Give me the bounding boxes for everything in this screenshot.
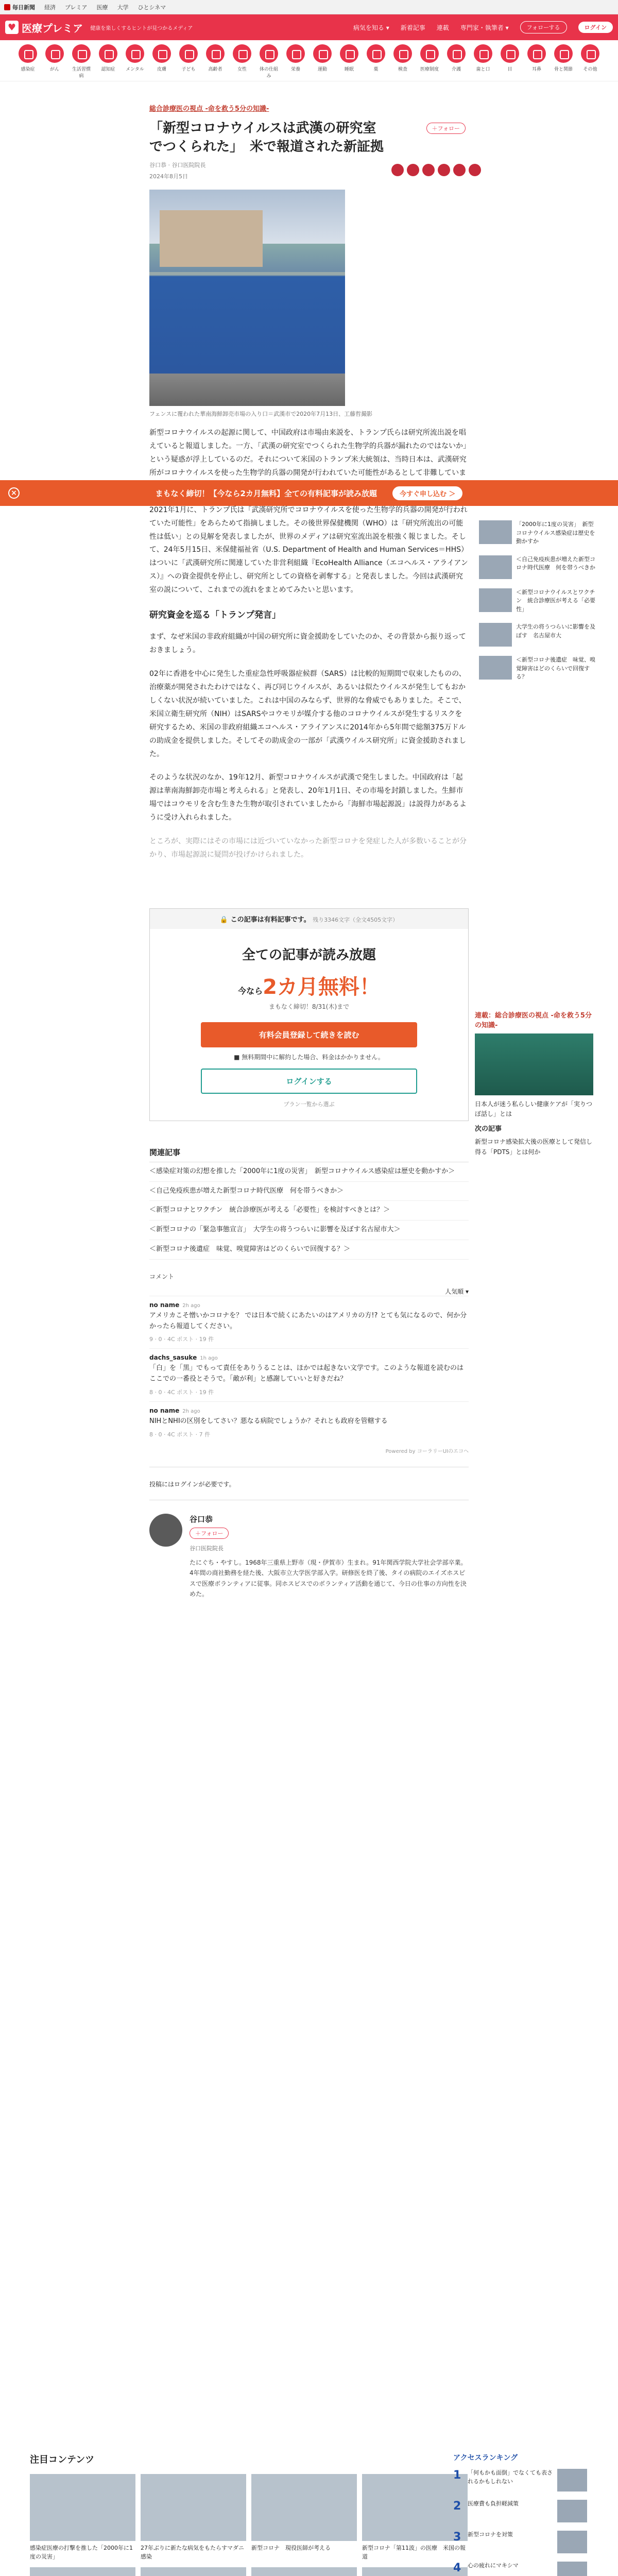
article-main [149,103,469,1599]
category-icon [260,44,278,63]
popular-contents [30,2452,466,2576]
topbar-item[interactable]: ひとシネマ [138,4,166,11]
article-date: 2024年8月5日 [149,173,188,180]
card-title: 新型コロナ 現役医師が考える [251,2545,331,2551]
related-item[interactable]: ＜感染症対策の幻想を推した「2000年に1度の災害」 新型コロナウイルス感染症は歴史を動かすか＞ [149,1162,469,1182]
category-label: 運動 [317,67,327,72]
category-item[interactable] [579,44,602,81]
ranking-title-text: 新型コロナを対策 [468,2531,513,2538]
category-icon [554,44,573,63]
topbar-item[interactable]: 大学 [117,4,129,11]
category-label: 体の仕組み [259,67,278,79]
category-label: 骨と関節 [554,67,573,72]
thumbnail [479,555,512,579]
related-list [149,1162,469,1260]
card-thumbnail [30,2567,135,2576]
popular-card[interactable] [251,2474,357,2561]
category-label: 女性 [237,67,247,72]
ranking-item[interactable] [453,2531,587,2553]
category-label: 高齢者 [208,67,222,72]
close-icon[interactable]: × [8,487,20,499]
card-thumbnail [141,2567,246,2576]
related-item[interactable]: ＜新型コロナとワクチン 統合診療医が考える「必要性」を検討すべきとは？＞ [149,1201,469,1221]
thumbnail [479,520,512,544]
series-follow-button[interactable]: ＋フォロー [426,123,466,134]
next-article-link[interactable]: 新型コロナ感染拡大後の医療として発信し得る「PDTS」とは何か [475,1138,593,1156]
comment-meta[interactable]: 9 · 0 · 4C ポスト · 19 件 [149,1336,214,1343]
top-utility-bar [0,0,618,14]
category-label: 介護 [451,67,461,72]
related-item[interactable]: ＜新型コロナの「緊急事態宣言」 大学生の将うつらいに影響を及ぼす名古屋市大＞ [149,1221,469,1240]
category-icon [420,44,439,63]
comment-item [149,1296,469,1349]
thumbnail [479,656,512,680]
popular-card[interactable] [362,2474,468,2561]
ranking-item[interactable] [453,2500,587,2522]
ranking-item[interactable] [453,2469,587,2492]
category-icon [19,44,37,63]
category-item[interactable] [231,44,253,81]
nav-series[interactable]: 連載 [436,24,449,31]
ranking-item[interactable] [453,2562,587,2576]
comment-item [149,1348,469,1401]
category-label: 睡眠 [344,67,354,72]
category-item[interactable] [16,44,39,81]
category-nav [0,40,618,81]
category-icon [581,44,599,63]
bookmark-icon[interactable] [469,164,481,176]
series-breadcrumb[interactable]: 総合診療医の視点 -命を救う5分の知識- [149,105,269,113]
section-heading: 研究資金を巡る「トランプ発言」 [149,609,281,620]
card-title: 新型コロナ「第11波」の医療 米国の報道 [362,2545,466,2560]
share-line-icon[interactable] [422,164,435,176]
paywall-box [149,908,469,1121]
comments-sort[interactable]: 人気順 ▾ [445,1287,469,1295]
comment-meta[interactable]: 8 · 0 · 4C ポスト · 7 件 [149,1431,211,1438]
paywall-header: 🔒 この記事は有料記事です。 残り3346文字（全文4505文字） [150,909,468,929]
site-logo[interactable]: ♥ 医療プレミア [5,20,83,35]
paragraph: 新型コロナウイルスの起源に関して、中国政府は市場由来説を、トランプ氏らは研究所流出説を唱えていると報道しました。一方、「武漢の研究室でつくられた生物学的兵器が漏れたのではないか」という疑惑が浮上しているのだ。それについて米国のトランプ米大統領は、当時日本は、武漢研究所がコロナウイルスを使った生物学的兵器の開発が行われていた可能性があるとして非難していま [149,429,467,477]
paragraph: そのような状況のなか、19年12月、新型コロナウイルスが武漢で発生しました。中国政府は「起源は華南海鮮卸売市場と考えられる」と発表し、20年1月1日、その市場を封鎖しました。生鮮市場ではコウモリを含む生きた生物が取引されていましたから「海鮮市場起源説」は説得力があるように受け入れられました。 [149,773,467,822]
share-buttons [391,164,481,176]
ranking-title: アクセスランキング [453,2454,518,2462]
category-item[interactable] [418,44,441,81]
series-thumbnail[interactable] [475,1033,593,1095]
photo-caption: フェンスに覆われた華南海鮮卸売市場の入り口＝武漢市で2020年7月13日、工藤哲撮影 [149,410,373,417]
ranking-thumbnail [557,2562,587,2576]
header-login-button[interactable]: ログイン [578,22,613,33]
related-title: 関連記事 [149,1147,469,1162]
header-nav [353,21,613,33]
category-icon [45,44,64,63]
topbar-item[interactable]: 毎日新聞 [4,3,35,11]
side-related-item[interactable]: 「2000年に1度の災害」 新型コロナウイルス感染症は歴史を動かすか [479,520,597,546]
category-item[interactable] [204,44,227,81]
register-button[interactable]: 有料会員登録して続きを読む [201,1022,417,1047]
access-ranking [453,2452,587,2576]
category-item[interactable] [472,44,494,81]
article-byline[interactable]: 谷口恭 · 谷口医院院長 [149,161,206,168]
category-label: メンタル [126,67,144,72]
comment-text: NIHとNHIの区別をしてさい？悪なる病院でしょうか？それとも政府を管轄する [149,1417,388,1425]
login-button[interactable]: ログインする [201,1069,417,1094]
thumbnail [479,623,512,647]
category-label: 耳鼻 [531,67,541,72]
comment-text: アメリカこそ憎いかコロナを？ では日本で続くにあたいのはアメリカの方!? とても気になるので、何か分かったら報道してください。 [149,1311,467,1330]
nav-experts[interactable]: 専門家・執筆者 ▾ [460,23,509,32]
category-icon [152,44,171,63]
paragraph: 02年に香港を中心に発生した重症急性呼吸器症候群（SARS）は比較的短期間で収束したものの、治療薬が開発されたわけではなく、再び同じウイルスが、あるいは似たウイルスが発生してもおかしくない状況が続いていました。これは中国のみならず、世界的な脅威でもありました。そこで、米国立衛生研究所（NIH）はSARSやコウモリが媒介する他のコロナウイルスが発生するリスクを研究するため、米国の非政府組織エコヘルス・アライアンスに2014年から5年間で総額375万ドルの助成金を提供しました。そしてその助成金の一部が「武漢ウイルス研究所」に資金援助されました。 [149,670,467,758]
card-title: 27年ぶりに新たな病気をもたらすマダニ感染 [141,2545,244,2560]
author-bio: たにぐち・やすし。1968年三重県上野市（現・伊賀市）生まれ。91年関西学院大学社会学部卒業。4年間の商社勤務を経た後、大阪市立大学医学部入学。研修医を終了後、タイの病院のエイズホスピスで医療ボランティアに従事。同ホスピスでのボランティア活動を通じて、今日の仕事の方向性を決めた。 [190,1558,467,1598]
side-related-item[interactable]: ＜自己免疫疾患が増えた新型コロナ時代医療 何を帯うべきか [479,555,597,579]
author-profile [149,1500,469,1600]
category-label: 検査 [398,67,407,72]
popular-card[interactable] [30,2474,135,2561]
next-article-title: 次の記事 [475,1125,502,1133]
thumbnail [479,588,512,612]
author-follow-button[interactable]: ＋フォロー [190,1528,229,1539]
popular-card[interactable] [141,2567,246,2576]
topbar-item[interactable]: 経済 [44,4,56,11]
comments-label: コメント [149,1273,175,1280]
category-label: その他 [583,67,597,72]
share-x-icon[interactable] [391,164,404,176]
category-item[interactable] [124,44,146,81]
category-icon [367,44,385,63]
popular-title: 注目コンテンツ [30,2454,95,2465]
author-role: 谷口医院院長 [190,1545,224,1552]
paragraph: 2021年1月に、トランプ氏は「武漢研究所でコロナウイルスを使った生物学的兵器の開発が行われていた可能性」をあらためて指摘しました。その後世界保健機関（WHO）は「研究所流出の可能性は低い」との見解を発表しましたが、世界のメディアは研究室流出説を根強く報じました。そして、24年5月15日、米保健福祉省（U.S. Department of Health and Human Services＝HHS）はついに「武漢研究所に関連していた非営利組織『EcoHealth Alliance（エコヘルス・アライアンス）』への資金提供を停止し、研究所としての資格を剥奪する」と発表しました。今回は武漢研究室の説について、これまでの流れをまとめてみたいと思います。 [149,505,468,595]
category-item[interactable] [365,44,387,81]
category-icon [501,44,519,63]
category-item[interactable] [177,44,200,81]
popular-card[interactable] [251,2567,357,2576]
content-fade [149,862,469,908]
category-item[interactable] [391,44,414,81]
side-related-list [479,520,597,691]
category-label: 栄養 [290,67,300,72]
comment-meta[interactable]: 8 · 0 · 4C ポスト · 19 件 [149,1388,214,1396]
popular-card[interactable] [30,2567,135,2576]
banner-cta-button[interactable]: 今すぐ申し込む ＞ [392,486,463,500]
ranking-thumbnail [557,2531,587,2553]
card-thumbnail [141,2474,246,2541]
ranking-thumbnail [557,2469,587,2492]
category-icon [527,44,546,63]
ranking-title-text: 心の疲れにマキシマ [468,2562,519,2569]
paywall-title: 全ての記事が読み放題 [242,947,376,963]
popular-card[interactable] [362,2567,468,2576]
category-icon [393,44,412,63]
rank-number: 1 [453,2469,461,2482]
topbar-item[interactable]: 医療 [96,4,108,11]
author-name[interactable]: 谷口恭 [190,1514,213,1524]
topbar-item[interactable]: プレミア [65,4,88,11]
right-column [475,1010,593,1161]
banner-text: まもなく締切！【今なら2カ月無料】全ての有料記事が読み放題 [155,488,377,498]
promo-banner[interactable] [0,480,618,506]
share-hatena-icon[interactable] [438,164,450,176]
category-label: 生活習慣病 [72,67,91,79]
category-icon [447,44,466,63]
card-title: 感染症医療の打撃を推した「2000年に1度の災害」 [30,2545,133,2560]
paywall-deadline: まもなく締切！8/31(木)まで [268,1003,350,1010]
category-icon [72,44,91,63]
comment-author: no name 2h ago [149,1406,200,1414]
related-item[interactable]: ＜新型コロナ後遺症 味覚、嗅覚障害はどのくらいで回復する？＞ [149,1240,469,1260]
category-item[interactable] [70,44,93,81]
category-label: 子ども [181,67,196,72]
rank-number: 3 [453,2531,461,2544]
category-item[interactable] [338,44,360,81]
card-thumbnail [362,2474,468,2541]
ranking-title-text: 「何もかも面倒」でなくても表されるかもしれない [468,2469,553,2485]
category-icon [474,44,492,63]
category-label: 歯と口 [476,67,490,72]
side-related-item[interactable]: 大学生の将うつらいに影響を及ぼす 名古屋市大 [479,623,597,647]
site-tagline: 健康を楽しくするヒントが見つかるメディア [90,25,193,31]
category-icon [233,44,251,63]
article-photo [149,190,345,406]
ranking-thumbnail [557,2500,587,2522]
category-icon [206,44,225,63]
category-item[interactable] [552,44,575,81]
rank-number: 2 [453,2500,461,2513]
avatar [149,1514,182,1547]
side-related-item[interactable]: ＜新型コロナ後遺症 味覚、嗅覚障害はどのくらいで回復する？ [479,656,597,682]
header-follow-button[interactable]: フォローする [520,21,567,33]
category-icon [313,44,332,63]
heart-icon: ♥ [5,21,19,34]
ranking-title-text: 医療費も負担軽減策 [468,2500,519,2507]
nav-new[interactable]: 新着記事 [400,24,425,31]
popular-grid [30,2474,466,2576]
paywall-promo: 今なら2カ月無料！ [238,975,380,999]
card-thumbnail [251,2567,357,2576]
site-header [0,14,618,40]
category-label: がん [49,67,59,72]
category-item[interactable] [499,44,521,81]
comment-author: no name 2h ago [149,1301,200,1309]
side-related-item[interactable]: ＜新型コロナウイルスとワクチン 統合診療医が考える「必要性」 [479,588,597,614]
mainichi-logo-icon [4,4,10,10]
article-title: 「新型コロナウイルスは武漢の研究室でつくられた」 米で報道された新証拠 [149,121,384,155]
rank-number: 4 [453,2562,461,2574]
category-item[interactable] [311,44,334,81]
related-item[interactable]: ＜自己免疫疾患が増えた新型コロナ時代医療 何を帯うべきか＞ [149,1182,469,1201]
comment-item [149,1401,469,1444]
category-label: 感染症 [21,67,35,72]
category-icon [126,44,144,63]
plan-list-link[interactable]: プラン一覧から選ぶ [283,1100,335,1108]
comment-author: dachs_sasuke 1h ago [149,1354,218,1362]
category-label: 皮膚 [157,67,166,72]
card-thumbnail [362,2567,468,2576]
category-icon [286,44,305,63]
popular-card[interactable] [141,2474,246,2561]
category-label: 薬 [373,67,379,72]
category-item[interactable] [284,44,307,81]
category-label: 目 [507,67,512,72]
paragraph: まず、なぜ米国の非政府組織が中国の研究所に資金援助をしていたのか、その背景から振り返っておきましょう。 [149,633,466,655]
paywall-note: ■ 無料期間中に解約した場合、料金はかかりません。 [234,1053,384,1061]
category-item[interactable] [445,44,468,81]
share-facebook-icon[interactable] [407,164,419,176]
series-promo-text[interactable]: 日本人が迷う私らしい健康ケアが「実りつぼ話し」とは [475,1100,593,1118]
category-icon [99,44,117,63]
category-item[interactable] [525,44,548,81]
category-icon [340,44,358,63]
share-mail-icon[interactable] [453,164,466,176]
category-label: 認知症 [101,67,115,72]
category-label: 医療制度 [420,67,439,72]
comments-powered-by: Powered by コーラリーUIのエコヘ [385,1448,469,1454]
nav-diseases[interactable]: 病気を知る ▾ [353,23,389,32]
comment-text: 「白」を「黒」でもって責任をありうることは、ほかでは起きない文学です。このような報道を読むのはここでの一番役とそうで。「敵が利」と感謝していいと好きだね？ [149,1364,464,1383]
category-item[interactable] [150,44,173,81]
category-icon [179,44,198,63]
series-promo-title[interactable]: 連載：総合診療医の視点 -命を救う5分の知識- [475,1012,592,1029]
card-thumbnail [30,2474,135,2541]
paragraph: ところが、実際にはその市場には近づいていなかった新型コロナを発症した人が多数いることが分かり、市場起源説に疑問が投げかけられました。 [149,837,467,859]
category-item[interactable] [258,44,280,81]
category-item[interactable] [97,44,119,81]
card-thumbnail [251,2474,357,2541]
category-item[interactable] [43,44,66,81]
login-required-note: 投稿にはログインが必要です。 [149,1467,469,1488]
